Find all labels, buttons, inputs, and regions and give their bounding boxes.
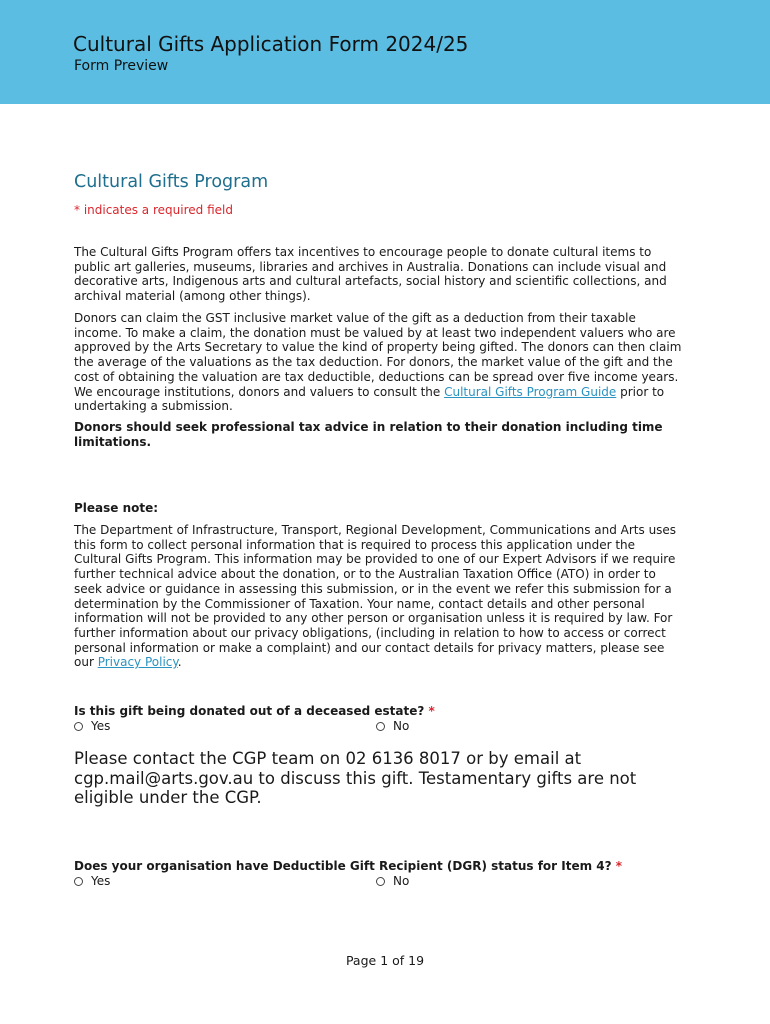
radio-circle-icon[interactable] xyxy=(376,722,385,731)
radio-circle-icon[interactable] xyxy=(74,722,83,731)
radio-label-no: No xyxy=(393,719,410,733)
radio-label-no: No xyxy=(393,874,410,888)
privacy-notice-paragraph xyxy=(74,523,684,670)
deceased-estate-question xyxy=(74,704,435,718)
section-title: Cultural Gifts Program xyxy=(74,172,269,192)
privacy-notice-tail: . xyxy=(177,655,182,670)
required-asterisk: * xyxy=(615,859,623,873)
page-header xyxy=(0,0,770,104)
dgr-status-no-radio[interactable] xyxy=(376,874,409,888)
form-title: Cultural Gifts Application Form 2024/25 xyxy=(73,32,469,56)
radio-label-yes: Yes xyxy=(91,874,111,888)
form-subtitle: Form Preview xyxy=(74,58,169,74)
radio-circle-icon[interactable] xyxy=(74,877,83,886)
required-asterisk: * xyxy=(428,704,435,718)
intro-paragraph-2 xyxy=(74,311,684,414)
cgp-contact-notice: Please contact the CGP team on 02 6136 8017 or by email at cgp.mail@arts.gov.au to discuss this gift. Testamentary gifts are not eligible under the CGP. xyxy=(74,749,637,807)
dgr-status-question xyxy=(74,859,622,873)
please-note-heading: Please note: xyxy=(74,501,159,515)
privacy-policy-link[interactable]: Privacy Policy xyxy=(97,655,178,670)
dgr-status-yes-radio[interactable] xyxy=(74,874,110,888)
deceased-estate-no-radio[interactable] xyxy=(376,719,409,733)
intro-paragraph-2-text: Donors can claim the GST inclusive market value of the gift as a deduction from their taxable income. To make a claim, the donation must be valued by at least two independent valuers who are approved by the Arts Secretary to value the kind of property being gifted. The donors can then claim the average of the valuations as the tax deduction. For donors, the market value of the gift and the cost of obtaining the valuation are tax deductible, deductions can be spread over five income years. We encourage institutions, donors and valuers to consult the xyxy=(74,311,682,399)
intro-paragraph-1: The Cultural Gifts Program offers tax incentives to encourage people to donate cultural items to public art galleries, museums, libraries and archives in Australia. Donations can include visual and decorative arts, Indigenous arts and cultural artefacts, social history and scientific collections, and archival material (among other things). xyxy=(74,245,667,304)
required-field-note: * indicates a required field xyxy=(74,203,233,217)
intro-paragraph-2-tail: prior to undertaking a submission. xyxy=(74,384,665,414)
page-indicator: Page 1 of 19 xyxy=(345,953,425,968)
dgr-status-question-label: Does your organisation have Deductible Gift Recipient (DGR) status for Item 4? xyxy=(74,859,612,873)
cgp-guide-link[interactable]: Cultural Gifts Program Guide xyxy=(444,384,617,399)
privacy-notice-text: The Department of Infrastructure, Transport, Regional Development, Communications and Arts uses this form to collect personal information that is required to process this application under the Cultural Gifts Program. This information may be provided to one of our Expert Advisors if we require further technical advice about the donation, or to the Australian Taxation Office (ATO) in order to seek advice or guidance in assessing this submission, or in the event we refer this submission for a determination by the Commissioner of Taxation. Your name, contact details and other personal information will not be provided to any other person or organisation unless it is required by law. For further information about our privacy obligations, (including in relation to how to access or correct personal information or make a complaint) and our contact details for privacy matters, please see our xyxy=(74,523,677,670)
radio-circle-icon[interactable] xyxy=(376,877,385,886)
radio-label-yes: Yes xyxy=(91,719,111,733)
deceased-estate-question-label: Is this gift being donated out of a deceased estate? xyxy=(74,704,425,718)
deceased-estate-yes-radio[interactable] xyxy=(74,719,110,733)
tax-advice-note: Donors should seek professional tax advice in relation to their donation including time limitations. xyxy=(74,420,663,449)
